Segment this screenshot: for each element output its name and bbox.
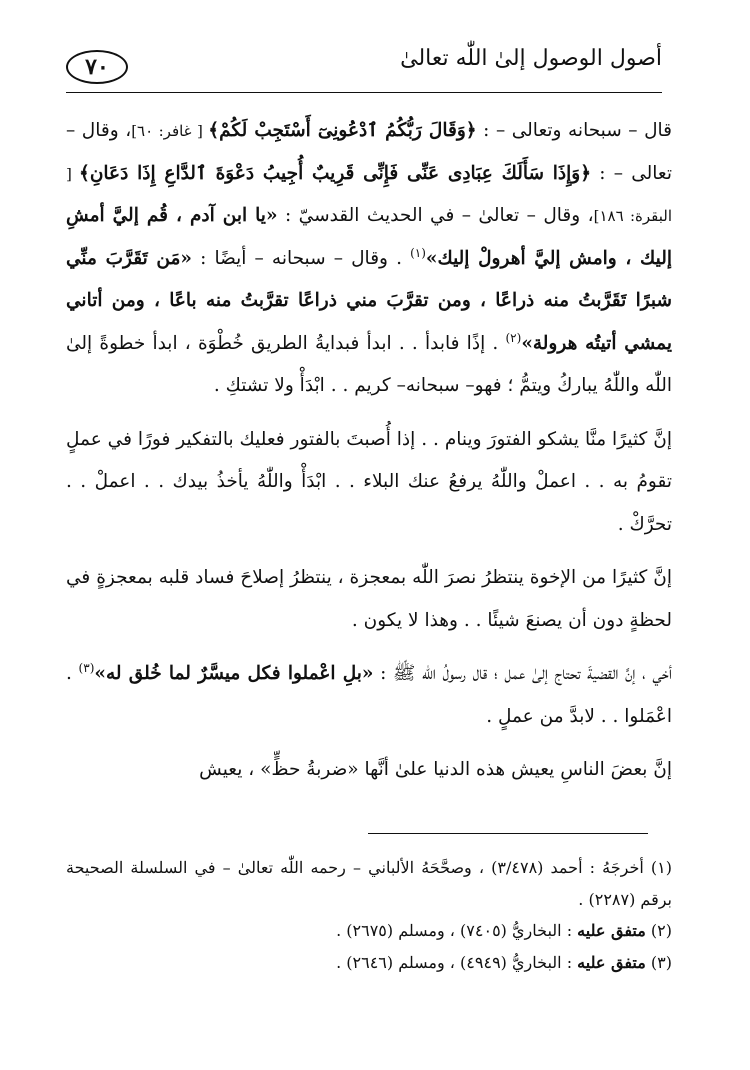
footnote-marker: (٣) [78, 660, 95, 675]
paragraph-2: إنَّ كثيرًا منَّا يشكو الفتورَ وينام . . إذا أُصبتَ بالفتور فعليك بالتفكير فورًا في عملٍ تقومُ به . . اعملْ واللّٰهُ يرفعُ عنك البلاء . . ابْدَأْ واللّٰهُ يأخذُ بيدك . . اعملْ . . تحرَّكْ . [66, 428, 672, 535]
verse-reference: [ البقرة: ١٨٦] [66, 164, 673, 225]
footnote-agreed: متفق عليه [577, 952, 646, 972]
paragraph-4 [66, 653, 672, 738]
verse-reference: [ غافر: ٦٠] [131, 122, 209, 140]
footnote-number: (٢) [645, 921, 672, 940]
footnote-text: : البخاريُّ (٧٤٠٥) ، ومسلم (٢٦٧٥) . [336, 921, 578, 940]
hadith-quote: «مَن تَقَرَّبَ منِّي شبرًا تَقَرَّبتُ منه ذراعًا ، ومن تقرَّبَ مني ذراعًا تقرَّبتُ منه باعًا ، ومن أتاني يمشي أتيتُه هرولة» [66, 247, 672, 354]
text-run: أخي ، إنَّ القضيةَ تحتاج إلىٰ عمل ؛ قال رسولُ اللّٰه ﷺ : [373, 663, 672, 684]
text-run: . وقال – سبحانه – أيضًا : [191, 247, 411, 269]
text-run: . اعْمَلوا . . لابدَّ من عملٍ . [66, 663, 672, 727]
text-run: قال – سبحانه وتعالى – : [476, 120, 673, 141]
footnote-agreed: متفق عليه [577, 921, 646, 940]
footnote-text: : البخاريُّ (٤٩٤٩) ، ومسلم (٢٦٤٦) . [336, 952, 578, 972]
page-header [66, 40, 662, 93]
footnote-marker: (٢) [505, 330, 522, 345]
footnote-marker: (١) [410, 245, 426, 260]
paragraph-3: إنَّ كثيرًا من الإخوة ينتظرُ نصرَ اللّٰه بمعجزة ، ينتظرُ إصلاحَ فساد قلبه بمعجزةٍ في لحظةٍ دون أن يصنعَ شيئًا . . وهذا لا يكون . [66, 567, 672, 631]
paragraph-5: إنَّ بعضَ الناسِ يعيش هذه الدنيا علىٰ أنَّها «ضربةُ حظٍّ» ، يعيش [199, 759, 672, 780]
footnotes [66, 852, 672, 978]
quran-verse-baqarah: ﴿وَإِذَا سَأَلَكَ عِبَادِى عَنِّى فَإِنِّى قَرِيبٌ أُجِيبُ دَعْوَةَ ٱلدَّاعِ إِذَا دَعَانِ﴾ [78, 162, 592, 184]
footnote-number: (٣) [645, 952, 672, 972]
footnote-text: (١) أخرجَهُ : أحمد (٣/٤٧٨) ، وصحَّحَهُ الألباني – رحمه اللّٰه تعالىٰ – في السلسلة الصحيحة برقم (٢٢٨٧) . [66, 858, 672, 909]
hadith-quote: «بلِ اعْملوا فكل ميسَّرٌ لما خُلق له» [94, 663, 374, 684]
footnote-2 [66, 915, 672, 947]
page-number: ٧٠ [66, 50, 128, 84]
text-run: ، وقال – تعالى – : [66, 120, 673, 184]
footnote-3 [66, 947, 672, 979]
text-run: . إذًا فابدأ . . ابدأ فبدايةُ الطريق خُطْوَة ، ابدأ خطوةً إلىٰ اللّٰه واللّٰهُ يباركُ ويتمُّ ؛ فهو– سبحانه– كريم . . ابْدَأْ ولا تشتكِ . [66, 332, 672, 396]
running-title: أصول الوصول إلىٰ اللّٰه تعالىٰ [400, 46, 662, 71]
footnote-divider [368, 833, 648, 834]
paragraph-1 [66, 110, 672, 408]
text-run: ، وقال – تعالىٰ – في الحديث القدسيّ : [277, 205, 594, 226]
quran-verse-ghafir: ﴿وَقَالَ رَبُّكُمُ ٱدْعُونِىٓ أَسْتَجِبْ لَكُمْ﴾ [208, 120, 477, 141]
footnote-1 [66, 852, 672, 915]
hadith-quote: «يا ابن آدم ، قُم إليَّ أمشِ إليك ، وامش إليَّ أهرولْ إليك» [66, 205, 672, 269]
main-text [66, 110, 672, 792]
